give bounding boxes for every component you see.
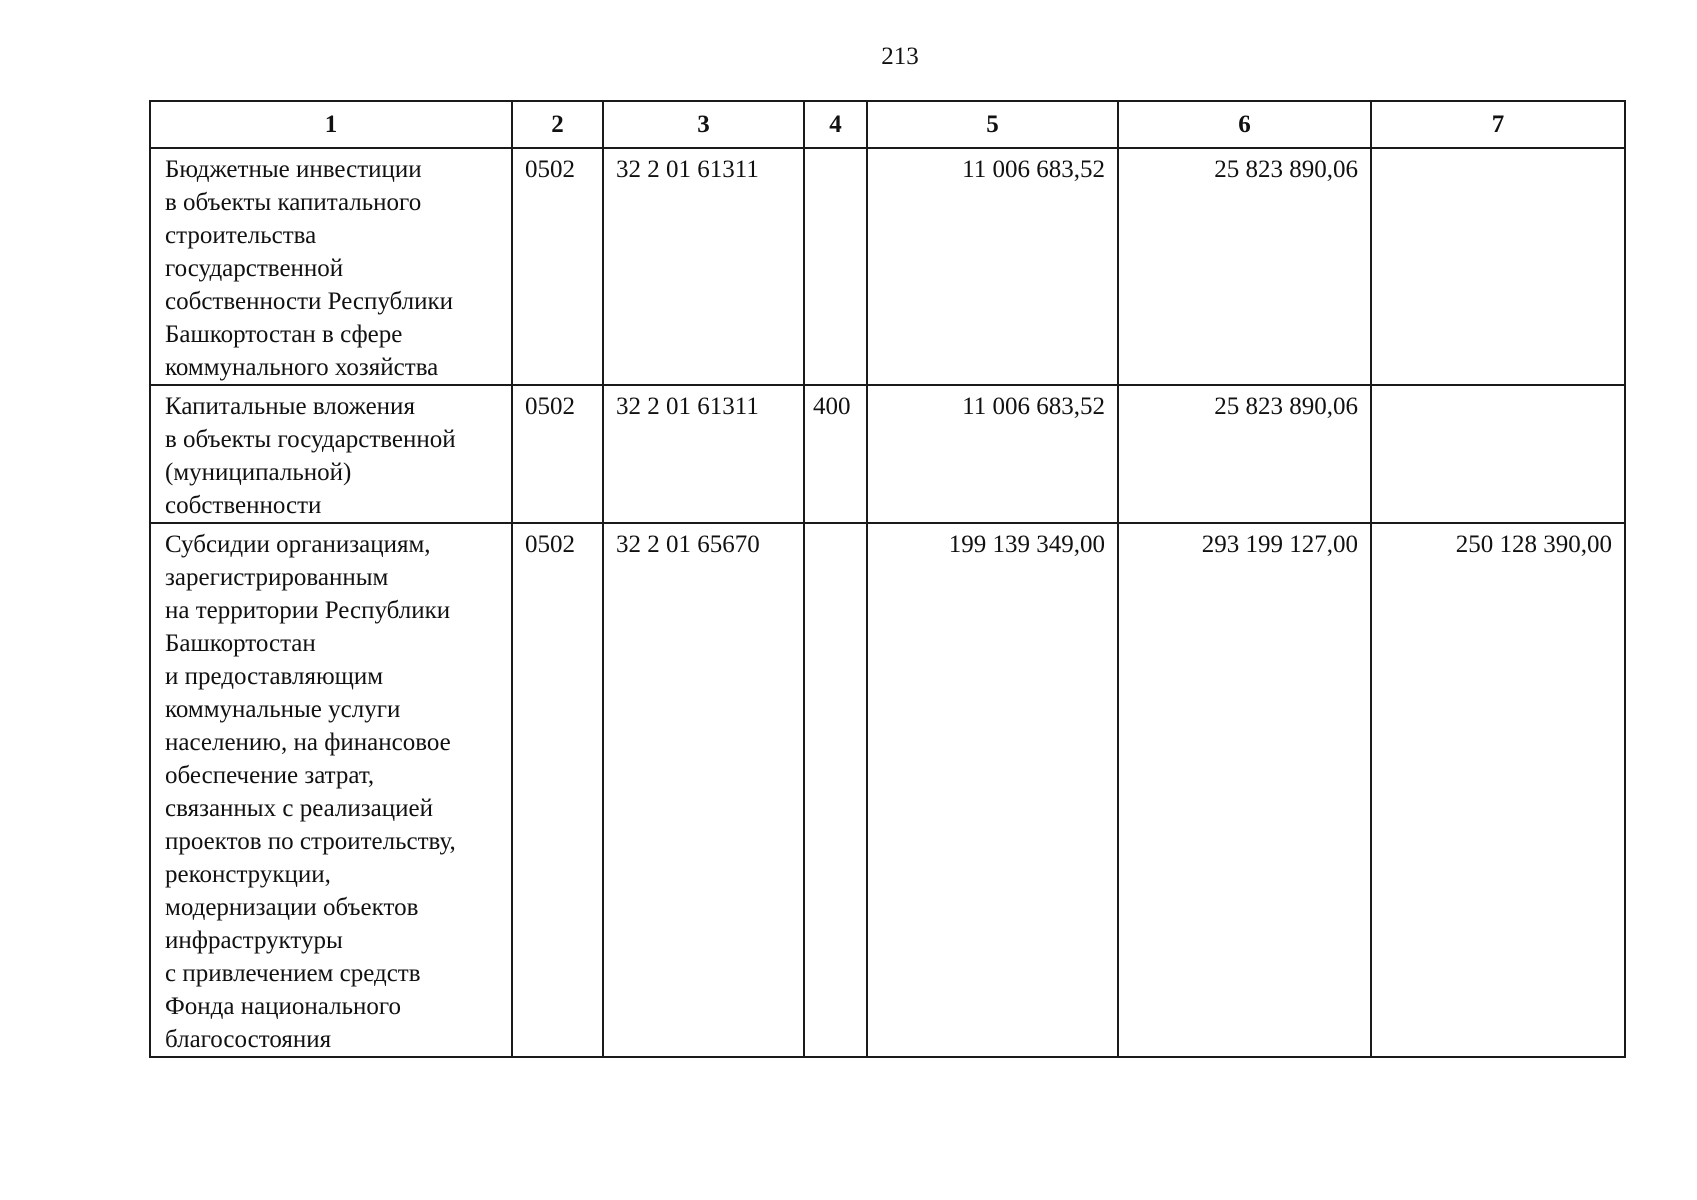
row-name-cell <box>150 385 512 523</box>
amount-col-7-cell: 250 128 390,00 <box>1371 523 1625 1057</box>
header-col-2: 2 <box>512 101 603 148</box>
amount-col-6-cell: 293 199 127,00 <box>1118 523 1371 1057</box>
expense-type-cell <box>804 523 867 1057</box>
table-row <box>150 385 1625 523</box>
name-line: связанных с реализацией <box>165 795 433 822</box>
expense-type-cell: 400 <box>804 385 867 523</box>
name-line: в объекты капитального <box>165 189 422 216</box>
expense-type-cell <box>804 148 867 385</box>
amount-col-7-cell <box>1371 385 1625 523</box>
name-line: зарегистрированным <box>165 564 389 591</box>
target-code-cell: 32 2 01 61311 <box>603 148 804 385</box>
header-row <box>150 101 1625 148</box>
header-col-6: 6 <box>1118 101 1371 148</box>
name-line: обеспечение затрат, <box>165 762 375 789</box>
name-line: благосостояния <box>165 1026 332 1053</box>
name-line: на территории Республики <box>165 597 451 624</box>
name-line: собственности <box>165 492 322 519</box>
name-line: Башкортостан <box>165 630 316 657</box>
section-code-cell: 0502 <box>512 148 603 385</box>
page-number: 213 <box>881 43 919 70</box>
name-line: собственности Республики <box>165 288 454 315</box>
name-line: Капитальные вложения <box>165 393 415 420</box>
name-line: коммунального хозяйства <box>165 354 439 381</box>
name-line: модернизации объектов <box>165 894 419 921</box>
name-line: с привлечением средств <box>165 960 421 987</box>
amount-col-5-cell: 11 006 683,52 <box>867 148 1118 385</box>
section-code-cell: 0502 <box>512 385 603 523</box>
amount-col-7-cell <box>1371 148 1625 385</box>
table-row <box>150 523 1625 1057</box>
amount-col-6-cell: 25 823 890,06 <box>1118 148 1371 385</box>
section-code-cell: 0502 <box>512 523 603 1057</box>
header-col-5: 5 <box>867 101 1118 148</box>
table-row <box>150 148 1625 385</box>
header-col-3: 3 <box>603 101 804 148</box>
name-line: инфраструктуры <box>165 927 343 954</box>
name-line: реконструкции, <box>165 861 331 888</box>
name-line: населению, на финансовое <box>165 729 451 756</box>
budget-table <box>149 100 1626 1058</box>
amount-col-6-cell: 25 823 890,06 <box>1118 385 1371 523</box>
name-line: и предоставляющим <box>165 663 384 690</box>
name-line: Фонда национального <box>165 993 402 1020</box>
amount-col-5-cell: 11 006 683,52 <box>867 385 1118 523</box>
name-line: Субсидии организациям, <box>165 531 431 558</box>
name-line: Бюджетные инвестиции <box>165 156 422 183</box>
name-line: Башкортостан в сфере <box>165 321 403 348</box>
header-col-1: 1 <box>150 101 512 148</box>
name-line: коммунальные услуги <box>165 696 401 723</box>
name-line: строительства <box>165 222 317 249</box>
header-col-4: 4 <box>804 101 867 148</box>
amount-col-5-cell: 199 139 349,00 <box>867 523 1118 1057</box>
target-code-cell: 32 2 01 65670 <box>603 523 804 1057</box>
header-col-7: 7 <box>1371 101 1625 148</box>
row-name-cell <box>150 523 512 1057</box>
name-line: (муниципальной) <box>165 459 352 486</box>
name-line: в объекты государственной <box>165 426 456 453</box>
row-name-cell <box>150 148 512 385</box>
name-line: проектов по строительству, <box>165 828 456 855</box>
name-line: государственной <box>165 255 344 282</box>
target-code-cell: 32 2 01 61311 <box>603 385 804 523</box>
